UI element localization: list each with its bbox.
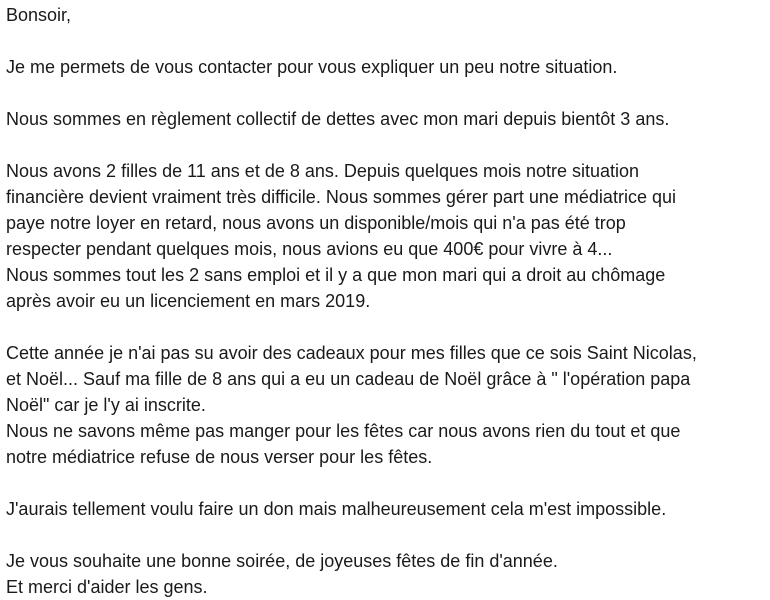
situation-line-4: respecter pendant quelques mois, nous avions eu que 400€ pour vivre à 4... (6, 239, 613, 259)
paragraph-intro (6, 54, 770, 80)
gifts-line-1: Cette année je n'ai pas su avoir des cadeaux pour mes filles que ce sois Saint Nicolas, (6, 343, 697, 363)
paragraph-closing (6, 548, 770, 600)
donation-line: J'aurais tellement voulu faire un don mais malheureusement cela m'est impossible. (6, 499, 667, 519)
gifts-line-4: Nous ne savons même pas manger pour les fêtes car nous avons rien du tout et que (6, 421, 681, 441)
paragraph-donation (6, 496, 770, 522)
gifts-line-3: Noël" car je l'y ai inscrite. (6, 395, 206, 415)
situation-line-2: financière devient vraiment très difficile. Nous sommes gérer part une médiatrice qui (6, 187, 676, 207)
closing-line-1: Je vous souhaite une bonne soirée, de joyeuses fêtes de fin d'année. (6, 551, 558, 571)
situation-line-5: Nous sommes tout les 2 sans emploi et il y a que mon mari qui a droit au chômage (6, 265, 666, 285)
greeting (6, 2, 770, 28)
gifts-line-5: notre médiatrice refuse de nous verser pour les fêtes. (6, 447, 433, 467)
intro-line: Je me permets de vous contacter pour vous expliquer un peu notre situation. (6, 57, 618, 77)
closing-line-2: Et merci d'aider les gens. (6, 577, 208, 597)
greeting-text: Bonsoir, (6, 5, 72, 25)
debt-line: Nous sommes en règlement collectif de dettes avec mon mari depuis bientôt 3 ans. (6, 109, 670, 129)
paragraph-debt (6, 106, 770, 132)
situation-line-1: Nous avons 2 filles de 11 ans et de 8 ans. Depuis quelques mois notre situation (6, 161, 640, 181)
paragraph-situation (6, 158, 770, 314)
gifts-line-2: et Noël... Sauf ma fille de 8 ans qui a eu un cadeau de Noël grâce à " l'opération papa (6, 369, 691, 389)
paragraph-gifts (6, 340, 770, 470)
situation-line-6: après avoir eu un licenciement en mars 2019. (6, 291, 371, 311)
situation-line-3: paye notre loyer en retard, nous avons un disponible/mois qui n'a pas été trop (6, 213, 626, 233)
